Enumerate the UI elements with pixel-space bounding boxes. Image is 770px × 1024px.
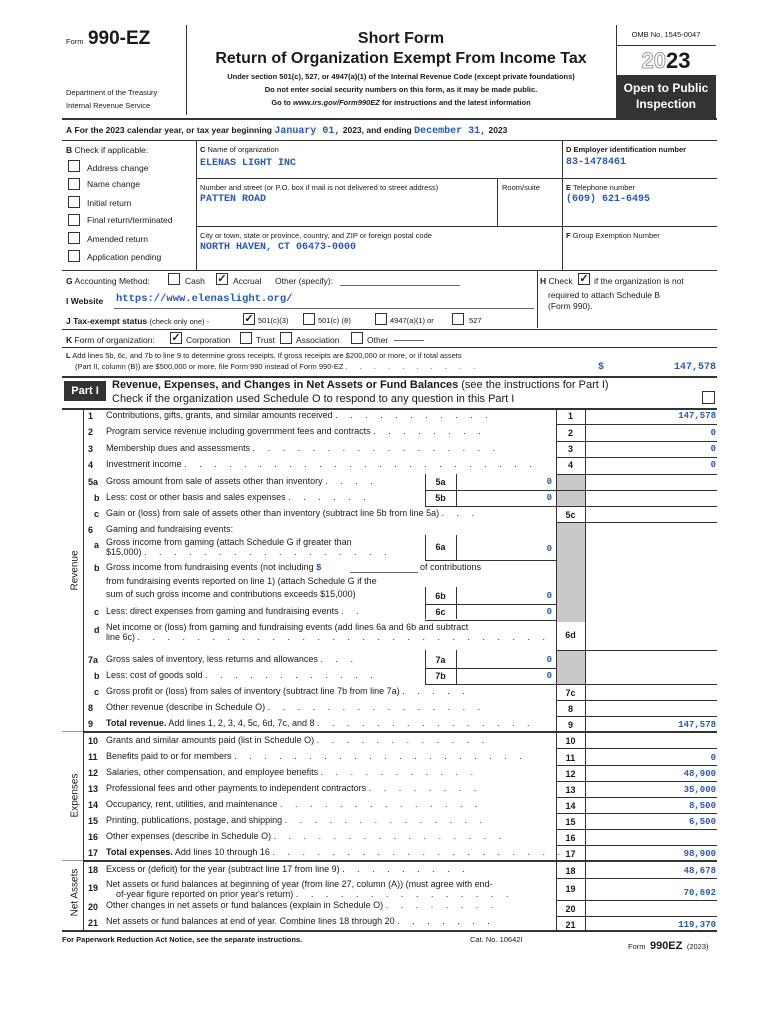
checkbox-schedule-b[interactable]: ✓ (579, 273, 589, 285)
line-4-amount[interactable]: 0 (710, 460, 716, 470)
checkbox-address-change[interactable] (68, 160, 80, 172)
line-3-amount[interactable]: 0 (710, 444, 716, 454)
checkbox-other[interactable] (351, 332, 363, 344)
total-revenue-amount[interactable]: 147,578 (678, 720, 716, 730)
line-6b-amount[interactable]: 0 (546, 591, 552, 601)
line-11-amount[interactable]: 0 (710, 753, 716, 763)
form-title: Short Form (357, 30, 445, 47)
tax-year: 2023 (641, 48, 691, 73)
part-i-badge: Part I (64, 381, 106, 401)
line-1-amount[interactable]: 147,578 (678, 411, 716, 421)
form-subtitle: Return of Organization Exempt From Income Tax (215, 50, 587, 67)
tax-exempt-status: J Tax-exempt status (check only one) - (66, 316, 210, 326)
checkbox-association[interactable] (280, 332, 292, 344)
checkbox-schedule-o[interactable] (702, 391, 715, 404)
side-label-expenses: Expenses (69, 773, 81, 818)
form-of-organization: K Form of organization: (66, 335, 155, 345)
checkbox-amended-return[interactable] (68, 232, 80, 244)
line-l: L Add lines 5b, 6c, and 7b to line 9 to determine gross receipts. If gross receipts are $200,000 or more, or if total assets (66, 351, 462, 360)
line-14-amount[interactable]: 8,500 (688, 801, 716, 811)
line-7b-amount[interactable]: 0 (546, 671, 552, 681)
org-name-label: C Name of organization (200, 145, 279, 154)
gross-receipts-field[interactable]: 147,578 (673, 362, 716, 373)
part-i-title: Revenue, Expenses, and Changes in Net Assets or Fund Balances (see the instructions for Part I) (112, 379, 609, 391)
website-label: I Website (66, 296, 104, 306)
city-label: City or town, state or province, country, and ZIP or foreign postal code (200, 231, 432, 240)
line-6a-amount[interactable]: 0 (546, 544, 552, 554)
accounting-method: G Accounting Method: (66, 276, 150, 286)
checkbox-cash[interactable] (168, 273, 180, 285)
org-name-field[interactable]: ELENAS LIGHT INC (200, 158, 297, 169)
line-13-amount[interactable]: 35,000 (683, 785, 716, 795)
checkbox-4947a1[interactable] (375, 313, 387, 325)
tax-year-end[interactable]: December 31, (414, 126, 487, 137)
line-a: A For the 2023 calendar year, or tax year beginning January 01, 2023, and ending December 31, 2023 (66, 125, 508, 137)
line-21-amount[interactable]: 119,370 (678, 920, 716, 930)
checkbox-initial-return[interactable] (68, 196, 80, 208)
street-label: Number and street (or P.O. box if mail is not delivered to street address) (200, 183, 439, 192)
form-id: Form 990-EZ (66, 28, 151, 49)
checkbox-trust[interactable] (240, 332, 252, 344)
section-b-title: B Check if applicable: (66, 145, 149, 155)
form-footer-id: Form 990EZ (2023) (628, 940, 709, 952)
side-label-revenue: Revenue (69, 550, 81, 591)
line-7a-amount[interactable]: 0 (546, 655, 552, 665)
checkbox-501c[interactable] (303, 313, 315, 325)
omb-number: OMB No. 1545-0047 (631, 30, 701, 39)
side-label-net-assets: Net Assets (69, 868, 81, 917)
instructions-line: Go to www.irs.gov/Form990EZ for instructions and the latest information (271, 98, 531, 107)
line-15-amount[interactable]: 6,500 (688, 817, 716, 827)
line-6c-amount[interactable]: 0 (546, 607, 552, 617)
checkbox-527[interactable] (452, 313, 464, 325)
website-field[interactable]: https://www.elenaslight.org/ (116, 293, 293, 305)
catalog-number: Cat. No. 10642I (470, 935, 523, 944)
checkbox-501c3[interactable]: ✓ (244, 313, 254, 325)
city-field[interactable]: NORTH HAVEN, CT 06473-0000 (200, 242, 357, 253)
checkbox-accrual[interactable]: ✓ (217, 273, 227, 285)
line-5a-amount[interactable]: 0 (546, 477, 552, 487)
line-12-amount[interactable]: 48,900 (683, 769, 716, 779)
ein-field[interactable]: 83-1478461 (566, 157, 627, 168)
ein-label: D Employer identification number (566, 145, 687, 154)
line-19-amount[interactable]: 70,692 (683, 888, 716, 898)
room-suite-label: Room/suite (502, 183, 540, 192)
checkbox-corporation[interactable]: ✓ (171, 332, 181, 344)
tax-year-begin[interactable]: January 01, (274, 126, 341, 137)
line-2-amount[interactable]: 0 (710, 428, 716, 438)
paperwork-notice: For Paperwork Reduction Act Notice, see the separate instructions. (62, 935, 303, 944)
open-to-public-badge: Open to Public Inspection (616, 75, 716, 118)
checkbox-name-change[interactable] (68, 178, 80, 190)
schedule-b-check: H Check (540, 276, 573, 286)
telephone-field[interactable]: (609) 621-6495 (566, 194, 651, 205)
line-18-amount[interactable]: 48,678 (683, 866, 716, 876)
telephone-label: E Telephone number (566, 183, 636, 192)
total-expenses-amount[interactable]: 98,900 (683, 849, 716, 859)
dept-treasury: Department of the Treasury (66, 88, 158, 97)
street-field[interactable]: PATTEN ROAD (200, 194, 267, 205)
checkbox-application-pending[interactable] (68, 250, 80, 262)
irs-link[interactable]: www.irs.gov/Form990EZ (292, 98, 380, 107)
group-exemption-label: F Group Exemption Number (566, 231, 660, 240)
checkbox-final-return[interactable] (68, 214, 80, 226)
dept-irs: Internal Revenue Service (66, 101, 151, 110)
line-5b-amount[interactable]: 0 (546, 493, 552, 503)
